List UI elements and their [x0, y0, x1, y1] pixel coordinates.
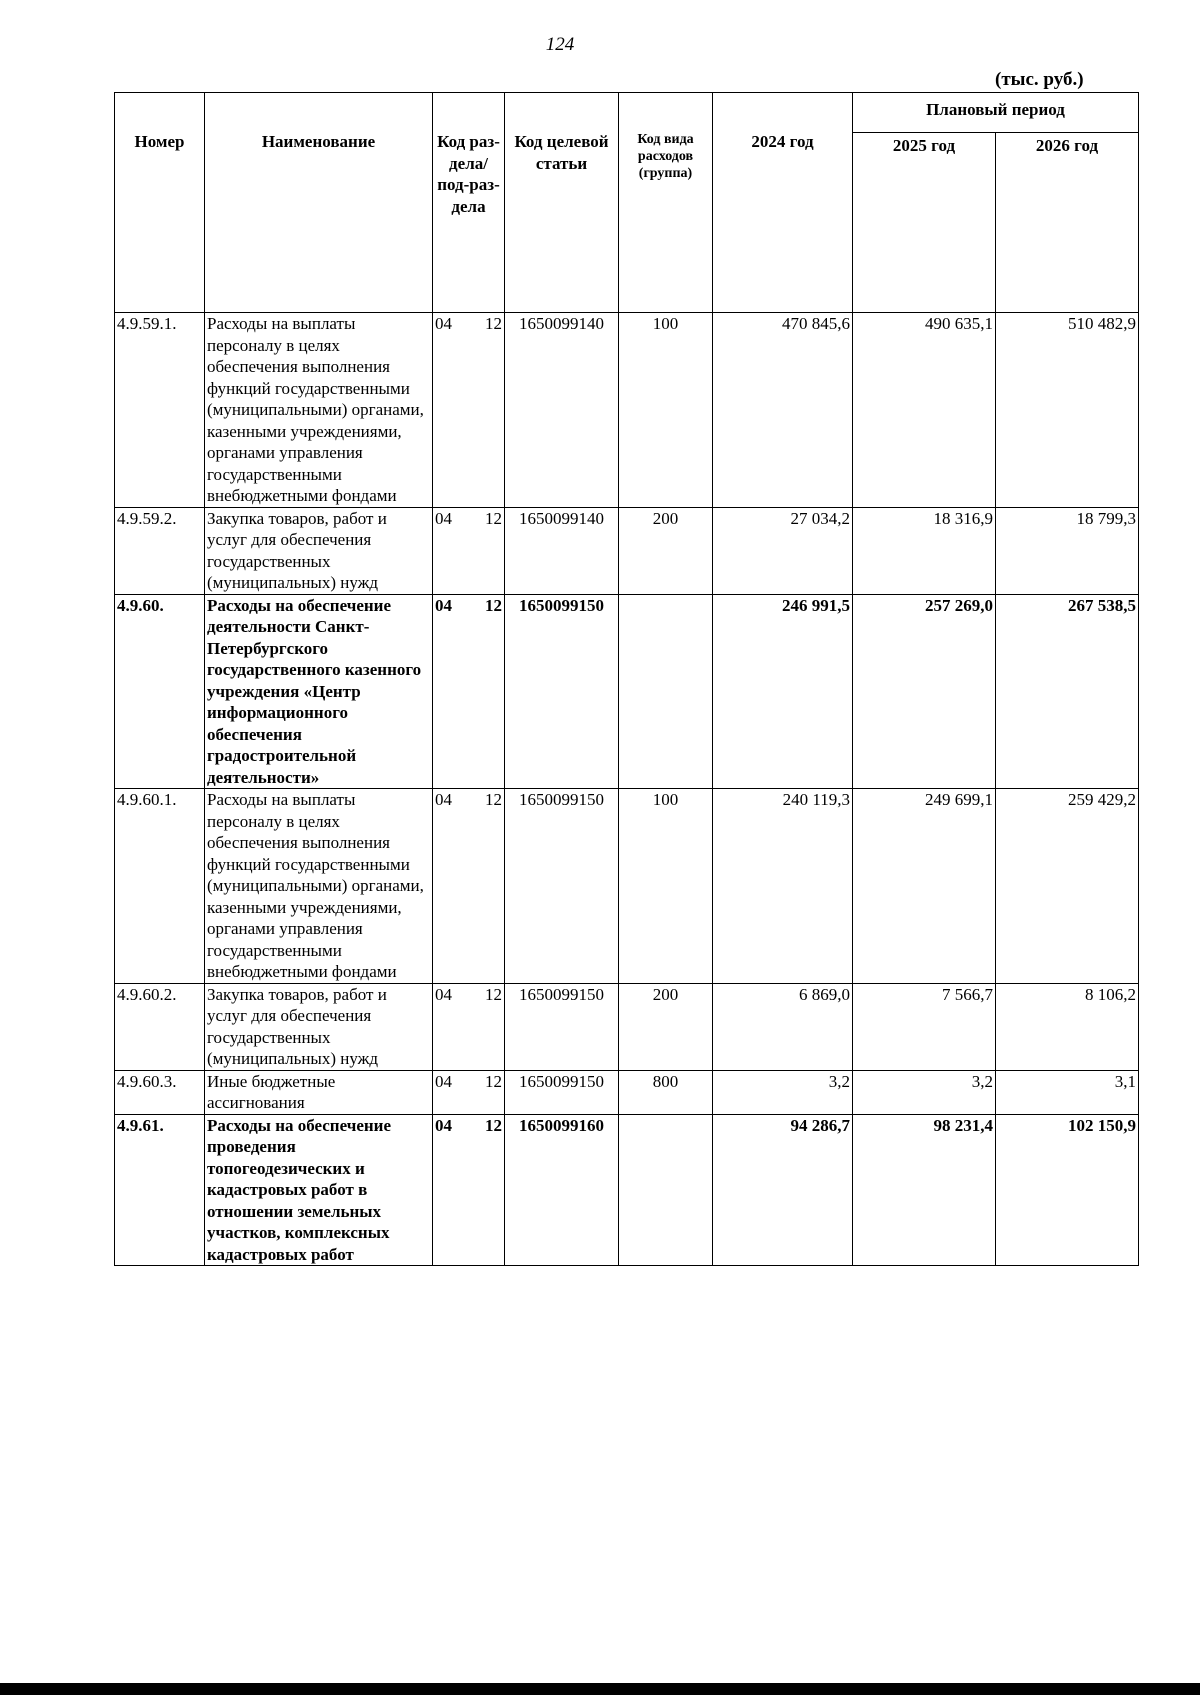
row-expense-type: 200	[619, 983, 713, 1070]
header-planned-period: Плановый период	[853, 93, 1139, 133]
row-2026: 18 799,3	[996, 507, 1139, 594]
row-name: Расходы на выплаты персоналу в целях обеспечения выполнения функций государственными (муниципальными) органами, казенными учреждениями, органами управления государственными внебюджетными фондами	[205, 789, 433, 984]
row-2024: 94 286,7	[713, 1114, 853, 1266]
header-target-code: Код целевой статьи	[505, 93, 619, 313]
row-expense-type: 100	[619, 789, 713, 984]
row-number: 4.9.61.	[115, 1114, 205, 1266]
row-razdel: 04	[435, 508, 452, 528]
header-number: Номер	[115, 93, 205, 313]
row-expense-type: 800	[619, 1070, 713, 1114]
row-target-code: 1650099150	[505, 1070, 619, 1114]
row-2025: 98 231,4	[853, 1114, 996, 1266]
row-section-code	[433, 594, 505, 789]
row-2025: 3,2	[853, 1070, 996, 1114]
row-number: 4.9.59.2.	[115, 507, 205, 594]
row-podrazdel: 12	[485, 508, 502, 528]
row-2026: 8 106,2	[996, 983, 1139, 1070]
row-razdel: 04	[435, 595, 452, 615]
row-section-code	[433, 789, 505, 984]
header-name: Наименование	[205, 93, 433, 313]
row-2026: 259 429,2	[996, 789, 1139, 984]
row-2025: 490 635,1	[853, 313, 996, 508]
row-name: Расходы на обеспечение проведения топогеодезических и кадастровых работ в отношении земельных участков, комплексных кадастровых работ	[205, 1114, 433, 1266]
table-row	[115, 1070, 1139, 1114]
row-number: 4.9.60.1.	[115, 789, 205, 984]
row-expense-type	[619, 1114, 713, 1266]
row-section-code	[433, 313, 505, 508]
row-target-code: 1650099150	[505, 983, 619, 1070]
header-2026: 2026 год	[996, 133, 1139, 313]
row-podrazdel: 12	[485, 1115, 502, 1135]
row-number: 4.9.60.2.	[115, 983, 205, 1070]
row-number: 4.9.60.3.	[115, 1070, 205, 1114]
page-number: 124	[545, 34, 575, 55]
table-row	[115, 983, 1139, 1070]
units-label: (тыс. руб.)	[995, 69, 1084, 90]
row-2026: 102 150,9	[996, 1114, 1139, 1266]
row-2025: 249 699,1	[853, 789, 996, 984]
header-2024: 2024 год	[713, 93, 853, 313]
row-2025: 257 269,0	[853, 594, 996, 789]
header-section-code: Код раз-дела/ под-раз-дела	[433, 93, 505, 313]
scan-edge-bar	[0, 1683, 1200, 1695]
row-2024: 240 119,3	[713, 789, 853, 984]
row-2024: 3,2	[713, 1070, 853, 1114]
row-podrazdel: 12	[485, 314, 502, 333]
row-name: Закупка товаров, работ и услуг для обеспечения государственных (муниципальных) нужд	[205, 983, 433, 1070]
row-razdel: 04	[435, 984, 452, 1004]
row-2024: 470 845,6	[713, 313, 853, 508]
row-2024: 6 869,0	[713, 983, 853, 1070]
row-2026: 510 482,9	[996, 313, 1139, 508]
row-number: 4.9.59.1.	[115, 313, 205, 508]
row-podrazdel: 12	[485, 984, 502, 1004]
budget-table	[114, 92, 1139, 1266]
row-podrazdel: 12	[485, 595, 502, 615]
table-row	[115, 789, 1139, 984]
row-razdel: 04	[435, 314, 452, 333]
row-podrazdel: 12	[485, 1071, 502, 1091]
row-razdel: 04	[435, 1071, 452, 1091]
row-section-code	[433, 1114, 505, 1266]
row-2026: 3,1	[996, 1070, 1139, 1114]
row-expense-type	[619, 594, 713, 789]
row-name: Расходы на обеспечение деятельности Санкт-Петербургского государственного казенного учреждения «Центр информационного обеспечения градостроительной деятельности»	[205, 594, 433, 789]
row-name: Расходы на выплаты персоналу в целях обеспечения выполнения функций государственными (муниципальными) органами, казенными учреждениями, органами управления государственными внебюджетными фондами	[205, 313, 433, 508]
row-target-code: 1650099150	[505, 789, 619, 984]
row-expense-type: 100	[619, 313, 713, 508]
row-name: Иные бюджетные ассигнования	[205, 1070, 433, 1114]
row-expense-type: 200	[619, 507, 713, 594]
row-target-code: 1650099160	[505, 1114, 619, 1266]
table-row	[115, 594, 1139, 789]
row-name: Закупка товаров, работ и услуг для обеспечения государственных (муниципальных) нужд	[205, 507, 433, 594]
row-2026: 267 538,5	[996, 594, 1139, 789]
row-podrazdel: 12	[485, 790, 502, 809]
row-section-code	[433, 1070, 505, 1114]
table-row	[115, 1114, 1139, 1266]
table-row	[115, 313, 1139, 508]
row-target-code: 1650099140	[505, 507, 619, 594]
row-2025: 18 316,9	[853, 507, 996, 594]
table-row	[115, 507, 1139, 594]
row-2024: 246 991,5	[713, 594, 853, 789]
row-number: 4.9.60.	[115, 594, 205, 789]
row-section-code	[433, 983, 505, 1070]
row-razdel: 04	[435, 1115, 452, 1135]
row-razdel: 04	[435, 790, 452, 809]
header-expense-type: Код вида расходов (группа)	[619, 93, 713, 313]
row-2025: 7 566,7	[853, 983, 996, 1070]
row-target-code: 1650099150	[505, 594, 619, 789]
row-target-code: 1650099140	[505, 313, 619, 508]
row-section-code	[433, 507, 505, 594]
header-2025: 2025 год	[853, 133, 996, 313]
row-2024: 27 034,2	[713, 507, 853, 594]
